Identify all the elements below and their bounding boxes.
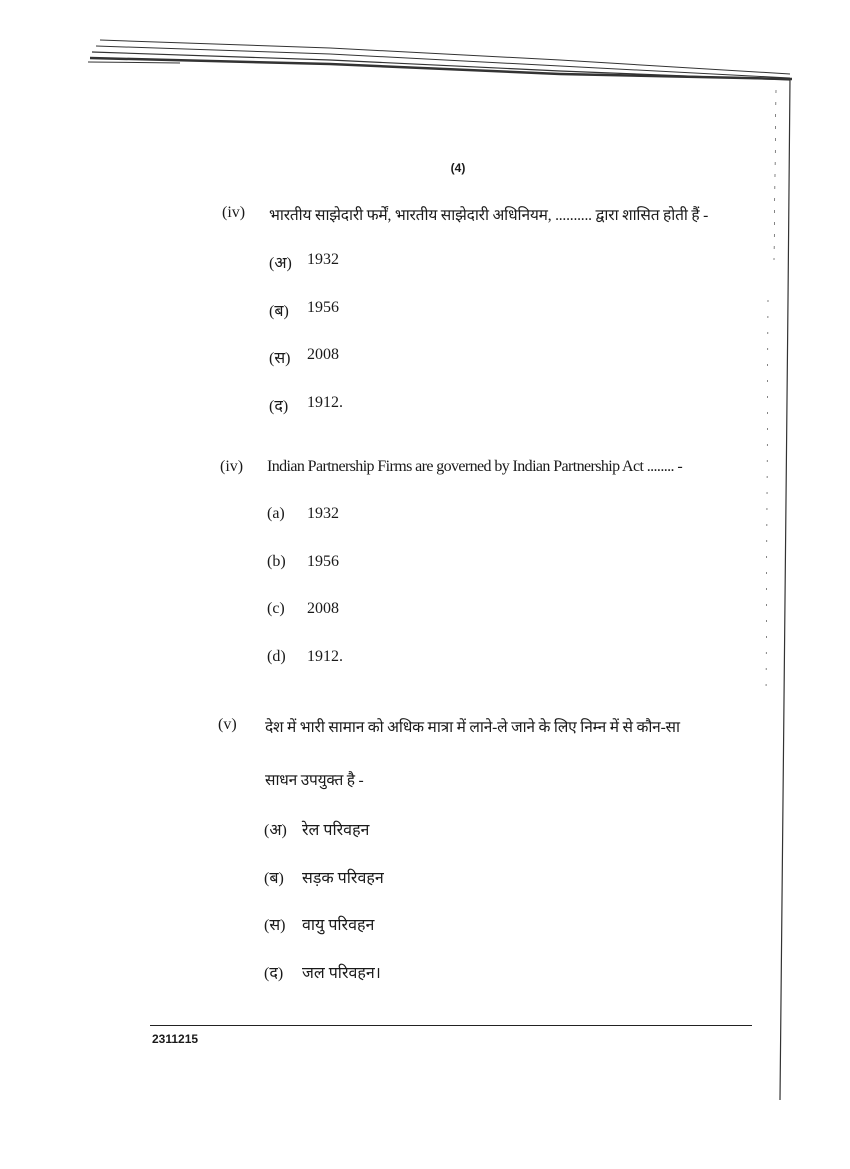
footer-divider [150,1025,752,1026]
option-label: (अ) [269,255,292,272]
option-label: (ब) [269,303,289,320]
option-label: (a) [267,505,285,522]
option-value: रेल परिवहन [302,822,370,839]
option-value: 1912. [307,394,343,411]
question-text-line-2: साधन उपयुक्त है - [265,772,364,789]
question-number: (v) [218,716,237,733]
option-label: (ब) [264,870,284,887]
option-c [264,913,374,935]
option-value: 1932 [307,505,339,522]
question-number: (iv) [220,458,244,475]
option-c [267,600,339,618]
option-value: वायु परिवहन [302,917,375,934]
option-label: (d) [267,648,286,665]
option-d [269,394,343,416]
option-a [264,818,369,840]
option-value: 1912. [307,648,343,665]
option-label: (द) [269,398,289,415]
option-value: 2008 [307,600,339,617]
option-value: सड़क परिवहन [302,870,384,887]
question-text: Indian Partnership Firms are governed by Indian Partnership Act ........ - [267,458,683,475]
option-c [269,346,339,368]
option-value: 2008 [307,346,339,363]
option-b [264,866,384,888]
paper-code: 2311215 [152,1032,199,1046]
option-label: (स) [269,350,291,367]
option-value: 1956 [307,299,339,316]
page-number: (4) [450,161,466,175]
question-text: भारतीय साझेदारी फर्में, भारतीय साझेदारी अधिनियम, .......... द्वारा शासित होती हैं - [269,207,709,224]
option-d [267,648,343,666]
option-label: (b) [267,553,286,570]
option-a [267,505,339,523]
option-d [264,961,381,983]
option-label: (स) [264,917,286,934]
question-text-line-1: देश में भारी सामान को अधिक मात्रा में लाने-ले जाने के लिए निम्न में से कौन-सा [265,719,680,736]
option-value: 1956 [307,553,339,570]
option-label: (c) [267,600,285,617]
option-b [269,299,339,321]
question-number: (iv) [222,204,246,221]
option-value: जल परिवहन। [302,965,381,982]
option-value: 1932 [307,251,339,268]
option-label: (अ) [264,822,287,839]
option-a [269,251,339,273]
option-label: (द) [264,965,284,982]
option-b [267,553,339,571]
